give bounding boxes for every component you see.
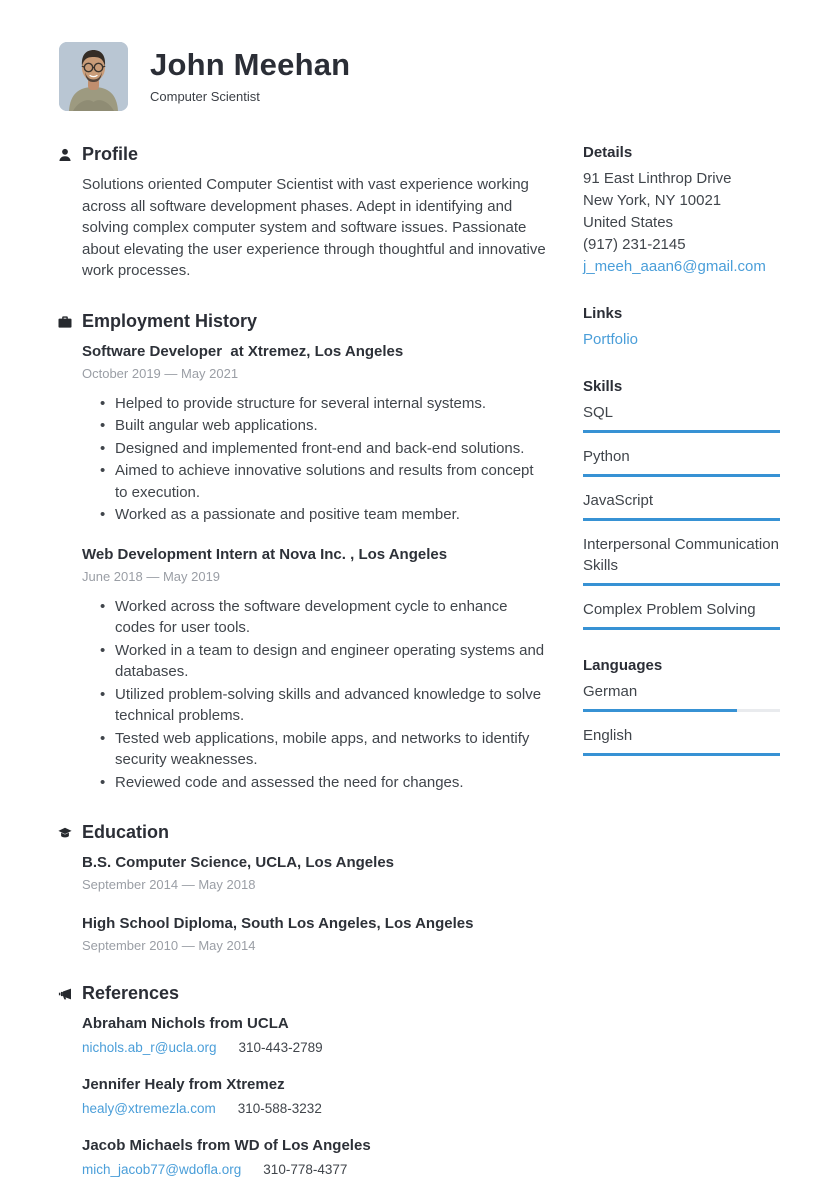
email-link[interactable]: j_meeh_aaan6@gmail.com <box>583 258 766 275</box>
language-bar-fill <box>583 753 780 756</box>
job-bullet: • Built angular web applications. <box>100 415 547 437</box>
profile-photo <box>59 42 128 111</box>
reference-name: Jennifer Healy from Xtremez <box>82 1076 285 1093</box>
person-icon <box>58 148 72 162</box>
reference-email-link[interactable]: nichols.ab_r@ucla.org <box>82 1040 217 1055</box>
candidate-job-title: Computer Scientist <box>150 88 260 104</box>
section-education <box>58 822 547 954</box>
language-bar-track <box>583 753 780 756</box>
job-dates: October 2019 — May 2021 <box>82 365 239 381</box>
language-bar-fill <box>583 709 737 712</box>
address-line-2: New York, NY 10021 <box>583 192 722 209</box>
reference-contact <box>82 1039 547 1057</box>
reference-contact <box>82 1161 547 1179</box>
skill-bar-track <box>583 474 780 477</box>
skill-bar-fill <box>583 627 780 630</box>
candidate-name: John Meehan <box>150 47 351 82</box>
skill-bar-track <box>583 518 780 521</box>
skill-item <box>583 402 780 433</box>
job-bullet: • Helped to provide structure for several internal systems. <box>100 393 547 415</box>
reference-phone: 310-778-4377 <box>263 1162 348 1177</box>
reference-email-link[interactable]: mich_jacob77@wdofla.org <box>82 1162 242 1177</box>
reference-contact <box>82 1100 547 1118</box>
skill-bar-fill <box>583 583 780 586</box>
profile-heading: Profile <box>82 144 139 164</box>
job-entry <box>82 341 547 526</box>
skill-item <box>583 599 780 630</box>
details-block <box>583 144 780 278</box>
details-heading: Details <box>583 144 633 161</box>
profile-text: Solutions oriented Computer Scientist with vast experience working across all software development phases. Adept in identifying and solving complex computer system and software issues. Passionate about elevating the user experience through thoughtful and innovative work processes. <box>82 176 546 279</box>
portfolio-link[interactable]: Portfolio <box>583 331 639 348</box>
skill-bar-fill <box>583 430 780 433</box>
job-title: Software Developer at Xtremez, Los Angeles <box>82 342 404 360</box>
section-employment-history <box>58 311 547 794</box>
skill-name: JavaScript <box>583 492 654 509</box>
links-block <box>583 305 780 351</box>
references-heading: References <box>82 983 180 1003</box>
job-entry <box>82 544 547 794</box>
skill-bar-track <box>583 583 780 586</box>
skill-name: Interpersonal Communication Skills <box>583 536 779 574</box>
job-bullet-list <box>82 596 547 794</box>
identity-block <box>150 42 350 111</box>
sidebar <box>583 144 780 1187</box>
reference-phone: 310-588-3232 <box>237 1101 322 1116</box>
skill-bar-fill <box>583 474 780 477</box>
education-entry <box>82 913 547 954</box>
skill-item <box>583 534 780 586</box>
education-title: B.S. Computer Science, UCLA, Los Angeles <box>82 854 395 871</box>
skill-bar-fill <box>583 518 780 521</box>
employment-heading: Employment History <box>82 310 258 331</box>
languages-block <box>583 657 780 756</box>
address-line-1: 91 East Linthrop Drive <box>583 170 732 187</box>
skill-item <box>583 490 780 521</box>
section-references <box>58 983 547 1179</box>
skill-name: Complex Problem Solving <box>583 601 756 618</box>
skill-name: Python <box>583 448 630 465</box>
skill-item <box>583 446 780 477</box>
language-name: German <box>583 683 638 700</box>
job-bullet: • Designed and implemented front-end and back-end solutions. <box>100 438 547 460</box>
briefcase-icon <box>58 315 72 329</box>
job-bullet: • Utilized problem-solving skills and advanced knowledge to solve technical problems. <box>100 684 547 727</box>
megaphone-icon <box>58 987 72 1001</box>
header <box>0 0 840 111</box>
job-bullet: • Tested web applications, mobile apps, and networks to identify security weaknesses. <box>100 728 547 771</box>
reference-entry <box>82 1135 547 1179</box>
reference-name: Abraham Nichols from UCLA <box>82 1015 289 1032</box>
skills-heading: Skills <box>583 378 623 395</box>
left-column <box>58 144 547 1187</box>
skill-bar-track <box>583 430 780 433</box>
job-bullet: • Worked in a team to design and engineer operating systems and databases. <box>100 640 547 683</box>
reference-phone: 310-443-2789 <box>238 1040 323 1055</box>
skills-block <box>583 378 780 630</box>
reference-entry <box>82 1013 547 1057</box>
job-title: Web Development Intern at Nova Inc. , Los Angeles <box>82 545 448 563</box>
languages-heading: Languages <box>583 657 663 674</box>
skill-name: SQL <box>583 404 614 421</box>
language-name: English <box>583 727 633 744</box>
job-bullet: • Aimed to achieve innovative solutions and results from concept to execution. <box>100 460 547 503</box>
links-heading: Links <box>583 305 623 322</box>
job-bullet: • Worked as a passionate and positive team member. <box>100 504 547 526</box>
language-item <box>583 681 780 712</box>
profile-photo-illustration <box>59 42 128 111</box>
phone-number: (917) 231-2145 <box>583 236 686 253</box>
address-country: United States <box>583 214 674 231</box>
job-dates: June 2018 — May 2019 <box>82 568 221 584</box>
graduation-cap-icon <box>58 826 72 840</box>
job-bullet: • Reviewed code and assessed the need for changes. <box>100 772 547 794</box>
job-bullet-list <box>82 393 547 526</box>
language-bar-track <box>583 709 780 712</box>
reference-email-link[interactable]: healy@xtremezla.com <box>82 1101 216 1116</box>
main-content <box>0 144 840 1187</box>
education-dates: September 2014 — May 2018 <box>82 877 256 892</box>
job-bullet: • Worked across the software development cycle to enhance codes for user tools. <box>100 596 547 639</box>
education-title: High School Diploma, South Los Angeles, Los Angeles <box>82 915 474 932</box>
education-dates: September 2010 — May 2014 <box>82 938 256 953</box>
language-item <box>583 725 780 756</box>
reference-entry <box>82 1074 547 1118</box>
section-profile <box>58 144 547 282</box>
education-entry <box>82 852 547 893</box>
skill-bar-track <box>583 627 780 630</box>
education-heading: Education <box>82 822 170 842</box>
reference-name: Jacob Michaels from WD of Los Angeles <box>82 1137 371 1154</box>
